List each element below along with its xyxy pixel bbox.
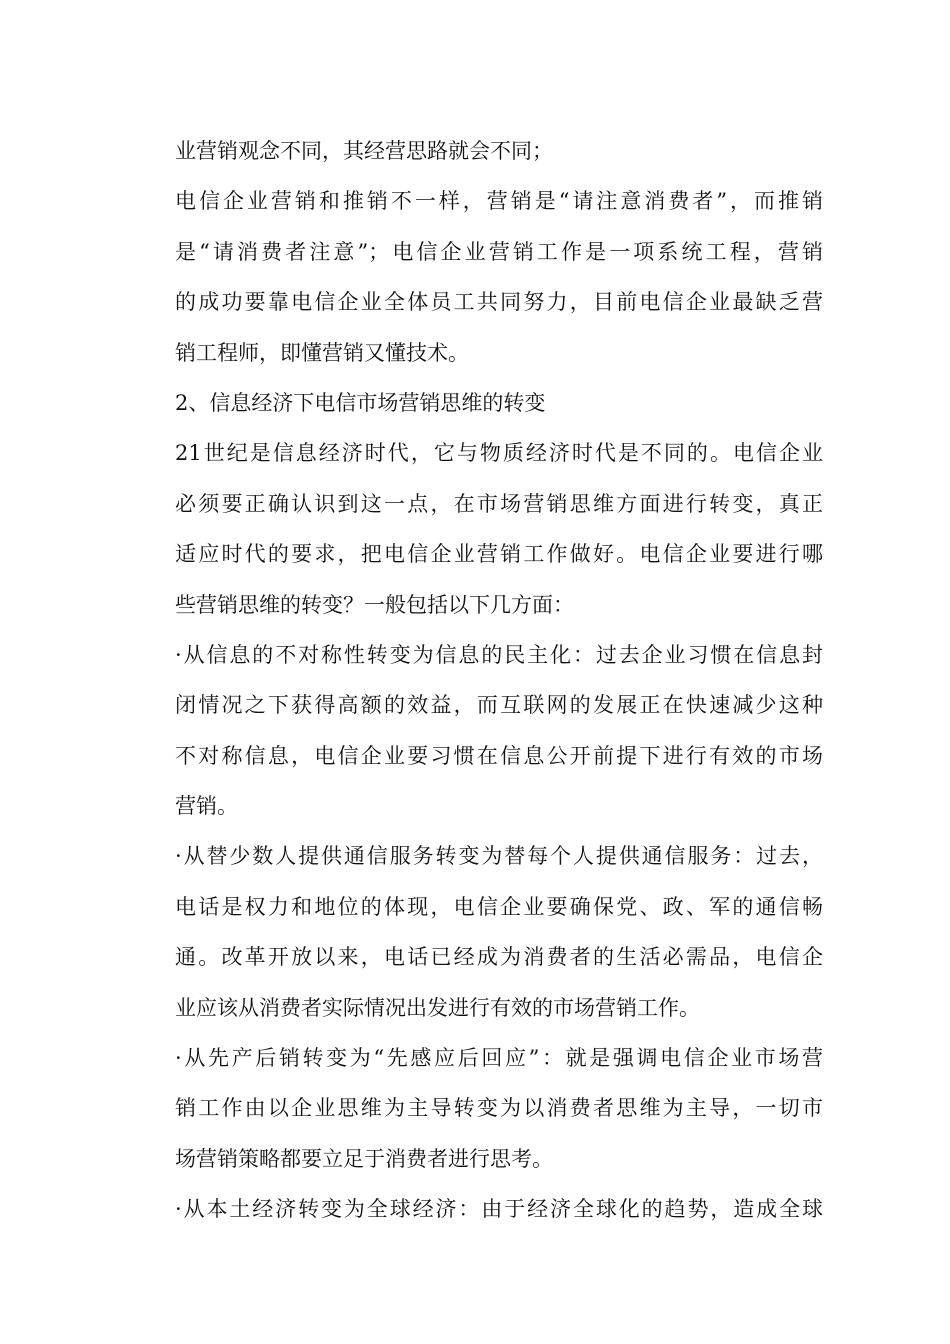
text-line: 业营销观念不同，其经营思路就会不同；	[175, 139, 553, 163]
bullet-line: ·从替少数人提供通信服务转变为替每个人提供通信服务：过去，	[175, 844, 823, 869]
text-line: 营销。	[175, 794, 238, 819]
text-line: 不对称信息，电信企业要习惯在信息公开前提下进行有效的市场	[175, 743, 823, 768]
text-line: 电信企业营销和推销不一样，营销是“请注意消费者”，而推销	[175, 189, 823, 214]
bullet-line: ·从先产后销转变为“先感应后回应”：就是强调电信企业市场营	[175, 1046, 823, 1071]
bullet-line: ·从本土经济转变为全球经济：由于经济全球化的趋势，造成全球	[175, 1197, 823, 1222]
bullet-line: ·从信息的不对称性转变为信息的民主化：过去企业习惯在信息封	[175, 642, 823, 667]
text-line: 21世纪是信息经济时代，它与物质经济时代是不同的。电信企业	[175, 441, 823, 466]
text-line: 业应该从消费者实际情况出发进行有效的市场营销工作。	[175, 995, 700, 1020]
text-line: 通。改革开放以来，电话已经成为消费者的生活必需品，电信企	[175, 945, 823, 970]
text-line: 必须要正确认识到这一点，在市场营销思维方面进行转变，真正	[175, 491, 823, 516]
section-heading: 2、信息经济下电信市场营销思维的转变	[175, 390, 546, 415]
text-line: 适应时代的要求，把电信企业营销工作做好。电信企业要进行哪	[175, 542, 823, 567]
text-line: 的成功要靠电信企业全体员工共同努力，目前电信企业最缺乏营	[175, 290, 823, 315]
text-line: 电话是权力和地位的体现，电信企业要确保党、政、军的通信畅	[175, 894, 823, 919]
text-line: 场营销策略都要立足于消费者进行思考。	[175, 1146, 553, 1171]
text-line: 闭情况之下获得高额的效益，而互联网的发展正在快速减少这种	[175, 693, 823, 718]
text-line: 是“请消费者注意”；电信企业营销工作是一项系统工程，营销	[175, 239, 823, 264]
text-line: 销工作由以企业思维为主导转变为以消费者思维为主导，一切市	[175, 1096, 823, 1121]
body-text	[175, 126, 823, 1235]
text-line: 销工程师，即懂营销又懂技术。	[175, 340, 469, 365]
text-line: 些营销思维的转变？一般包括以下几方面：	[175, 592, 574, 617]
